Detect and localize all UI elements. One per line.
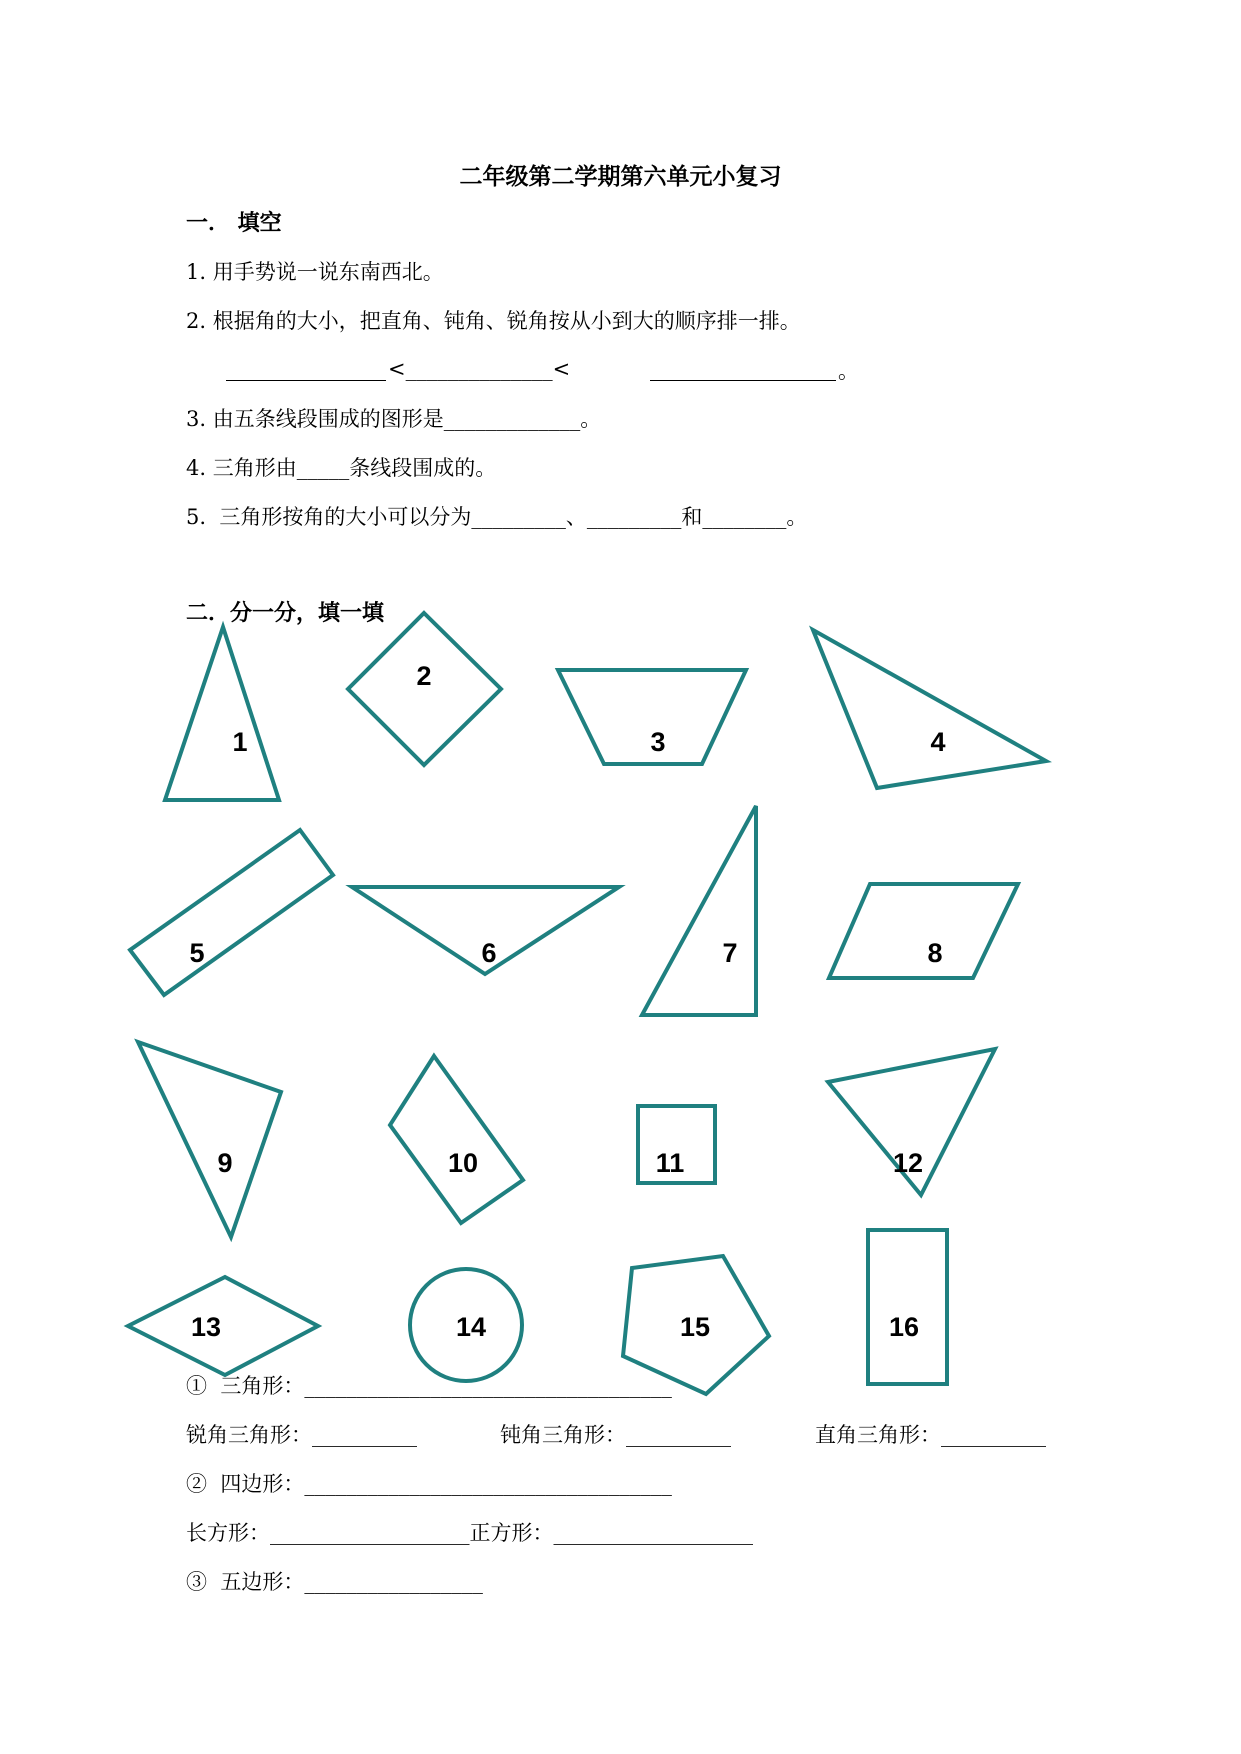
question-1: 1. 用手势说一说东南西北。	[186, 260, 444, 284]
shape-5-rectangle	[130, 830, 333, 995]
period: 。	[838, 359, 859, 383]
answer-rect-square[interactable]: 长方形：___________________正方形：___________________	[186, 1521, 753, 1545]
shape-label-6: 6	[481, 938, 497, 968]
shape-label-8: 8	[927, 938, 943, 968]
shape-label-16: 16	[888, 1312, 920, 1342]
shape-label-1: 1	[232, 727, 248, 757]
shape-13-rhombus	[128, 1277, 318, 1375]
answer-triangles[interactable]: ① 三角形：___________________________________	[186, 1374, 672, 1398]
shape-label-11: 11	[655, 1148, 685, 1178]
shape-label-4: 4	[930, 727, 946, 757]
shape-label-9: 9	[217, 1148, 233, 1178]
shape-9-triangle	[138, 1042, 281, 1237]
question-3: 3. 由五条线段围成的图形是_____________。	[186, 407, 602, 431]
shape-7-triangle	[642, 806, 756, 1015]
shape-label-2: 2	[416, 661, 432, 691]
shape-10-rectangle	[390, 1056, 523, 1223]
shape-label-12: 12	[892, 1148, 924, 1178]
shape-label-15: 15	[679, 1312, 711, 1342]
section1-heading: 一． 填空	[186, 210, 282, 236]
question-2: 2. 根据角的大小，把直角、钝角、锐角按从小到大的顺序排一排。	[186, 309, 801, 333]
shape-4-triangle	[813, 630, 1046, 788]
shape-label-5: 5	[189, 938, 205, 968]
answer-pentagons[interactable]: ③ 五边形：_________________	[186, 1570, 483, 1594]
shape-label-7: 7	[722, 938, 738, 968]
shape-label-14: 14	[455, 1312, 487, 1342]
shape-label-13: 13	[190, 1312, 222, 1342]
shape-1-triangle	[165, 627, 279, 800]
answer-obtuse[interactable]: 钝角三角形：__________	[500, 1423, 731, 1447]
page-title: 二年级第二学期第六单元小复习	[459, 163, 782, 190]
shape-8-parallelogram	[829, 884, 1018, 978]
shape-label-3: 3	[650, 727, 666, 757]
answer-quadrilaterals[interactable]: ② 四边形：___________________________________	[186, 1472, 672, 1496]
shape-label-10: 10	[447, 1148, 479, 1178]
answer-acute[interactable]: 锐角三角形：__________	[186, 1423, 417, 1447]
answer-right[interactable]: 直角三角形：__________	[815, 1423, 1046, 1447]
shape-16-rectangle	[868, 1230, 947, 1384]
section2-heading: 二．分一分，填一填	[186, 600, 385, 626]
question-5: 5. 三角形按角的大小可以分为_________、_________和________。	[186, 505, 808, 529]
question-4: 4. 三角形由_____条线段围成的。	[186, 456, 497, 480]
less-than-blank: <______________<	[388, 357, 571, 381]
